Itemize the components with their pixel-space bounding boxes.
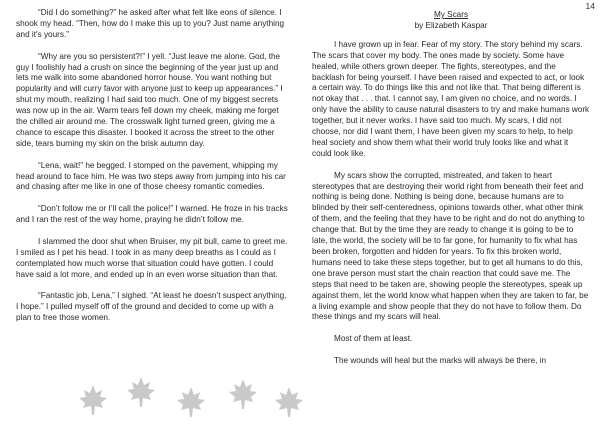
poem-byline: by Elizabeth Kaspar [414, 20, 488, 30]
poem-paragraph: The wounds will heal but the marks will always be there, in [334, 356, 547, 366]
right-column [312, 8, 590, 378]
story-paragraph: “Fantastic job, Lena,” I sighed. “At least he doesn’t suspect anything, I hope.” I pulled myself off of the ground and decided to come up with a plan to free those women. [16, 291, 287, 323]
poem-paragraph: Most of them at least. [334, 334, 413, 344]
story-paragraph: I slammed the door shut when Bruiser, my pit bull, came to greet me. I smiled as I pet his head. I took in as many deep breaths as I could as I contemplated how much worse that situation could have gotten. I could have said a lot more, and ended up in an even worse situation than that. [16, 236, 288, 279]
maple-leaf-icon [274, 386, 304, 418]
maple-leaf-icon [126, 376, 156, 408]
maple-leaf-icon [176, 386, 206, 418]
poem-paragraph: I have grown up in fear. Fear of my story. The story behind my scars. The scars that cover my body. The ones made by society. Some have healed, while others grown deeper. The fights, stereotypes, and the backlash for being yourself. I have been raised and expected to act, or look a certain way. To do things like this and not like that. That being different is not okay that . . . that. I cannot say, I am given no choice, and no words. I only have the ability to cause natural disasters to try and make humans work together, but it never works. I have said too much. My scars, I did not choose, nor did I want them, I have been given my scars to help, to help heal society and show them what their world truly looks like and what it could look like. [312, 39, 590, 158]
story-paragraph: “Don’t follow me or I’ll call the police!” I warned. He froze in his tracks and I ran the rest of the way home, praying he didn’t follow me. [16, 204, 288, 225]
poem-paragraph: My scars show the corrupted, mistreated, and taken to heart stereotypes that are destroying their world right from beneath their feet and nothing is being done. Nothing is being done, because humans are to blinded by their self-centeredness, opinions towards other, what other think of them, and the feeling that they have to be right and do not do anything to change that. But by the time they are ready to change it is going to be to late, the world, the society will be to far gone, for humanity to fix what has been broken, forgotten and hidden for years. To fix this broken world, humans need to take these steps together, but to get all humans to do this, one brave person must start the chain reaction that could save me. The steps that need to be taken are, showing people the stereotypes, speak up against them, let the world know what happen when they are taken to far, be a living example and show people that they do not have to follow them. Do these things and my scars will heal. [312, 170, 589, 322]
poem-heading [312, 10, 590, 32]
story-paragraph: “Lena, wait!” he begged. I stomped on the pavement, whipping my head around to face him. He was two steps away from jumping into his car and chasing after me like in one of those cheesy romantic comedies. [16, 160, 286, 192]
left-column [16, 8, 291, 335]
maple-leaf-icon [78, 384, 108, 416]
story-paragraph: “Why are you so persistent?!” I yell. “Just leave me alone. God, the guy I foolishly had a crush on since the beginning of the year just up and lets me walk into some abandoned horror house. You want nothing but popularity and will curry favor with anyone just to keep up appearances.” I shut my mouth, realizing I had said too much. One of my biggest secrets was now up in the air. Warm tears fell down my cheek, making me forget the chilled air around me. The crosswalk light turned green, giving me a chance to escape this disaster. I booked it across the street to the other side, tears burning my skin on the brisk autumn day. [16, 51, 283, 148]
page-number: 14 [585, 1, 595, 11]
poem-title: My Scars [433, 10, 469, 19]
story-paragraph: “Did I do something?” he asked after what felt like eons of silence. I shook my head. “Then, how do I make this up to you? Just name anything and it's yours.” [16, 8, 285, 39]
maple-leaf-icon [228, 378, 258, 410]
maple-leaves-decoration [78, 374, 308, 420]
